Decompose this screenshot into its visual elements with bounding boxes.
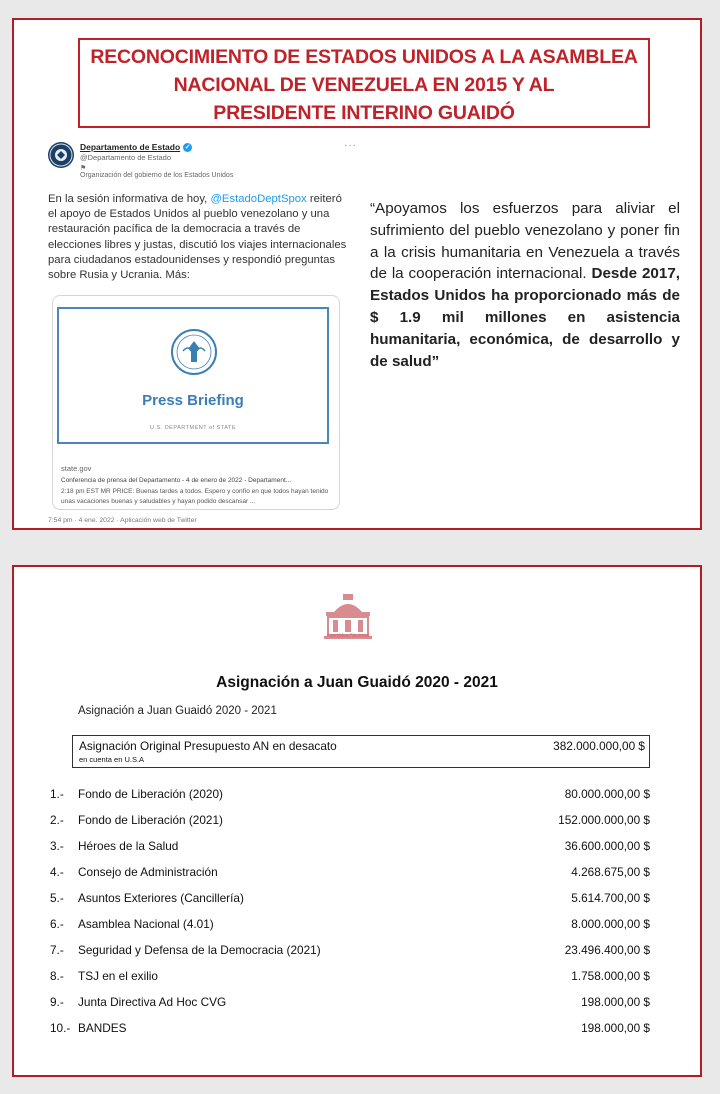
tweet-text (48, 192, 348, 283)
card-description: 2:18 pm EST MR PRICE: Buenas tardes a todos. Espero y confío en que todos hayan tenido unas vacaciones buenas y saludables y hayan podido descansar ... (61, 488, 329, 505)
card-image-footer: U.S. DEPARTMENT of STATE (149, 425, 237, 431)
list-item (50, 917, 650, 933)
item-number: 5.- (50, 891, 64, 905)
original-allocation-box (72, 735, 650, 768)
item-amount: 80.000.000,00 $ (564, 787, 650, 801)
slide-allocation (12, 565, 702, 1077)
item-number: 9.- (50, 995, 64, 1009)
list-item (50, 995, 650, 1011)
more-options-icon[interactable]: ··· (344, 140, 357, 151)
flag-icon: ⚑ (80, 165, 87, 172)
item-label: Junta Directiva Ad Hoc CVG (78, 995, 227, 1009)
list-item (50, 891, 650, 907)
tweet-author-link[interactable] (80, 142, 192, 152)
original-allocation-label: Asignación Original Presupuesto AN en desacato (79, 739, 337, 753)
original-allocation-amount: 382.000.000,00 $ (553, 739, 645, 753)
item-number: 7.- (50, 943, 64, 957)
item-number: 6.- (50, 917, 64, 931)
quote-normal: “Apoyamos los esfuerzos para aliviar el sufrimiento del pueblo venezolano y poner fin a la crisis humanitaria en Venezuela a través de la cooperación internacional. (370, 200, 680, 283)
card-title: Conferencia de prensa del Departamento - 4 de enero de 2022 - Departament... (61, 477, 292, 484)
tweet-link-card[interactable] (52, 295, 340, 510)
item-label: Fondo de Liberación (2020) (78, 787, 223, 801)
list-item (50, 813, 650, 829)
verified-badge-icon: ✓ (184, 144, 191, 152)
item-label: Consejo de Administración (78, 865, 218, 879)
allocation-subtitle: Asignación a Juan Guaidó 2020 - 2021 (78, 705, 277, 717)
asamblea-nacional-logo-icon (320, 585, 376, 649)
item-label: Fondo de Liberación (2021) (78, 813, 223, 827)
item-amount: 36.600.000,00 $ (564, 839, 650, 853)
tweet-timestamp[interactable]: 7:54 pm · 4 ene. 2022 · Aplicación web de Twitter (48, 517, 197, 524)
slide-title-box (78, 38, 650, 128)
item-amount: 1.758.000,00 $ (571, 969, 650, 983)
tweet-handle: @Departamento de Estado (80, 153, 171, 162)
press-briefing-image (57, 307, 329, 444)
list-item (50, 1021, 650, 1037)
logo-text: Asamblea Nacional (326, 633, 370, 639)
tweet-author-name: Departamento de Estado (80, 142, 181, 152)
tweet-header (48, 140, 357, 180)
item-number: 8.- (50, 969, 64, 983)
slide-title-line-2: NACIONAL DE VENEZUELA EN 2015 Y AL (173, 74, 555, 96)
item-amount: 198.000,00 $ (581, 1021, 650, 1035)
tweet-org-label: Organización del gobierno de los Estados Unidos (80, 172, 234, 179)
item-label: Seguridad y Defensa de la Democracia (2021) (78, 943, 321, 957)
list-item (50, 787, 650, 803)
tweet-mention-link[interactable]: @EstadoDeptSpox (210, 193, 307, 205)
item-number: 4.- (50, 865, 64, 879)
allocation-title: Asignación a Juan Guaidó 2020 - 2021 (216, 674, 498, 691)
item-label: BANDES (78, 1021, 127, 1035)
tweet-text-after: reiteró el apoyo de Estados Unidos al pueblo venezolano y una restauración pacífica de la democracia a través de elecciones libres y justas, discutió los viajes internacionales para ciudadanos estadounidenses y respondió preguntas sobre Rusia y Ucrania. Más: (48, 193, 347, 282)
item-number: 2.- (50, 813, 64, 827)
card-domain: state.gov (61, 464, 92, 473)
quote-text (370, 198, 680, 372)
item-label: Héroes de la Salud (78, 839, 179, 853)
slide-title-line-1: RECONOCIMIENTO DE ESTADOS UNIDOS A LA ASAMBLEA (90, 46, 638, 68)
item-number: 10.- (50, 1021, 71, 1035)
item-amount: 152.000.000,00 $ (558, 813, 650, 827)
item-number: 1.- (50, 787, 64, 801)
item-label: TSJ en el exilio (78, 969, 158, 983)
item-amount: 4.268.675,00 $ (571, 865, 650, 879)
state-seal-icon (171, 329, 217, 375)
state-department-seal-icon (48, 142, 74, 168)
item-number: 3.- (50, 839, 64, 853)
item-label: Asuntos Exteriores (Cancillería) (78, 891, 244, 905)
quote-bold: Desde 2017, Estados Unidos ha proporcionado más de $ 1.9 mil millones en asistencia humanitaria, económica, de desarrollo y de salud” (370, 265, 680, 370)
item-amount: 8.000.000,00 $ (571, 917, 650, 931)
item-label: Asamblea Nacional (4.01) (78, 917, 214, 931)
list-item (50, 943, 650, 959)
slide-recognition (12, 18, 702, 530)
original-allocation-sublabel: en cuenta en U.S.A (79, 755, 145, 764)
item-amount: 5.614.700,00 $ (571, 891, 650, 905)
item-amount: 198.000,00 $ (581, 995, 650, 1009)
item-amount: 23.496.400,00 $ (564, 943, 650, 957)
slide-title-line-3: PRESIDENTE INTERINO GUAIDÓ (213, 102, 515, 124)
list-item (50, 839, 650, 855)
tweet-text-before: En la sesión informativa de hoy, (48, 193, 211, 205)
list-item (50, 865, 650, 881)
card-image-title: Press Briefing (142, 392, 244, 409)
list-item (50, 969, 650, 985)
